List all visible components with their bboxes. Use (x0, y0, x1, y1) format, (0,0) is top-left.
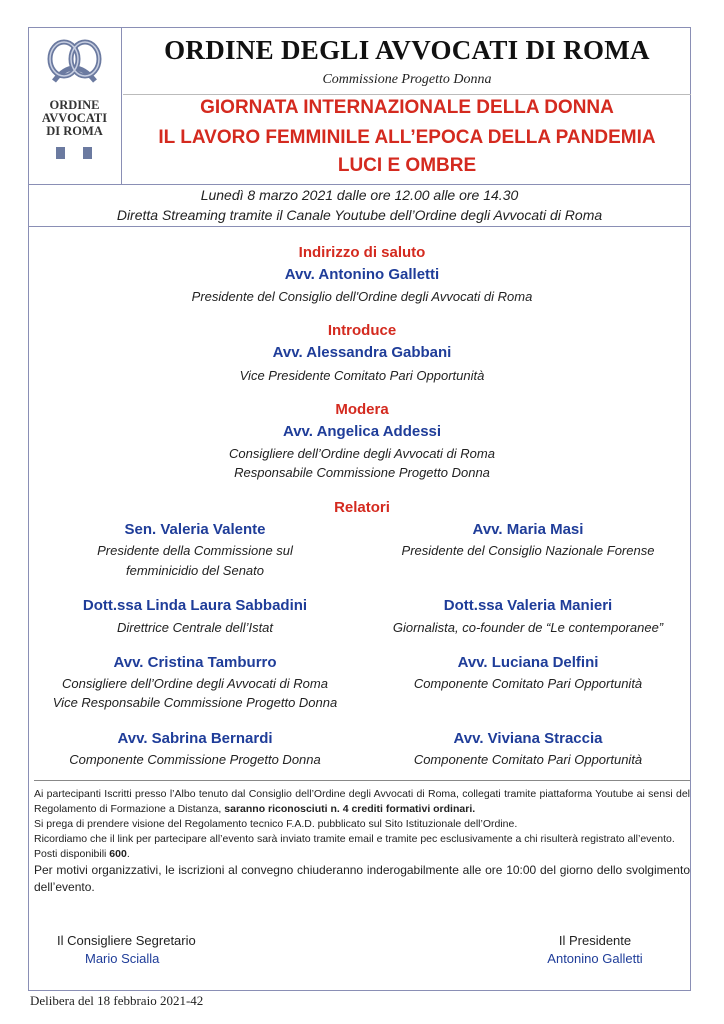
intro-label: Introduce (327, 322, 397, 339)
event-title-line-3: LUCI E OMBRE (337, 155, 477, 176)
speakers-label: Relatori (334, 499, 390, 516)
speaker-role-5b: Vice Responsabile Commissione Progetto Donna (52, 695, 338, 710)
event-date: Lunedì 8 marzo 2021 dalle ore 12.00 alle ore 14.30 (200, 187, 519, 203)
signature-left-title: Il Consigliere Segretario (57, 933, 196, 948)
credits-note-text: Ai partecipanti Iscritti presso l’Albo tenuto dal Consiglio dell’Ordine degli Avvocati di Roma, collegati tramite piattaforma Youtube ai sensi del Regolamento di Formazione a Distanza, (34, 788, 690, 815)
moderator-name: Avv. Angelica Addessi (282, 423, 442, 440)
credits-note-bold: saranno riconosciuti n. 4 crediti formativi ordinari. (224, 803, 476, 815)
speaker-name-6: Avv. Luciana Delfini (457, 654, 599, 671)
seats-count: 600 (109, 848, 127, 860)
speaker-role-7a: Componente Commissione Progetto Donna (69, 752, 321, 767)
moderator-role-2: Responsabile Commissione Progetto Donna (234, 465, 490, 480)
speaker-name-2: Avv. Maria Masi (472, 521, 584, 538)
speaker-name-5: Avv. Cristina Tamburro (113, 654, 277, 671)
greeting-role: Presidente del Consiglio dell'Ordine degli Avvocati di Roma (191, 289, 533, 304)
notes-divider (34, 780, 690, 781)
signature-right-name: Antonino Galletti (547, 951, 643, 966)
moderator-label: Modera (335, 401, 389, 418)
seats-note (34, 847, 690, 862)
commission-subtitle: Commissione Progetto Donna (322, 72, 492, 87)
regulation-note: Si prega di prendere visione del Regolamento tecnico F.A.D. pubblicato sul Sito Istituzionale dell’Ordine. (34, 818, 518, 830)
logo-line-3: DI ROMA (46, 124, 103, 138)
moderator-role-1: Consigliere dell’Ordine degli Avvocati di Roma (229, 446, 495, 461)
event-stream-info: Diretta Streaming tramite il Canale Youtube dell’Ordine degli Avvocati di Roma (116, 207, 603, 223)
speaker-name-4: Dott.ssa Valeria Manieri (443, 597, 613, 614)
speaker-role-3a: Direttrice Centrale dell’Istat (116, 620, 274, 635)
intro-role: Vice Presidente Comitato Pari Opportunità (239, 368, 485, 383)
speaker-role-5a: Consigliere dell’Ordine degli Avvocati di Roma (62, 676, 328, 691)
link-note: Ricordiamo che il link per partecipare all’evento sarà inviato tramite email e tramite pec esclusivamente a chi risulterà registrato all’evento. (34, 833, 675, 845)
greeting-label: Indirizzo di saluto (298, 244, 426, 261)
header-divider-lower (28, 184, 691, 185)
seats-note-text: Posti disponibili (34, 848, 110, 860)
speaker-role-1a: Presidente della Commissione sul (97, 543, 293, 558)
event-title-line-2: IL LAVORO FEMMINILE ALL’EPOCA DELLA PANDEMIA (158, 127, 656, 148)
speaker-role-8a: Componente Comitato Pari Opportunità (413, 752, 643, 767)
deliberation-footer: Delibera del 18 febbraio 2021-42 (30, 993, 204, 1008)
organization-title: ORDINE DEGLI AVVOCATI DI ROMA (164, 35, 650, 65)
event-title-line-1: GIORNATA INTERNAZIONALE DELLA DONNA (200, 97, 614, 118)
signature-right (530, 933, 660, 966)
speaker-name-3: Dott.ssa Linda Laura Sabbadini (82, 597, 308, 614)
seats-note-end: . (126, 848, 130, 860)
intro-name: Avv. Alessandra Gabbani (272, 344, 452, 361)
speaker-name-8: Avv. Viviana Straccia (453, 730, 603, 747)
logo-column (28, 27, 122, 184)
signature-right-title: Il Presidente (558, 933, 632, 948)
signature-left (57, 933, 196, 966)
speaker-name-7: Avv. Sabrina Bernardi (117, 730, 273, 747)
header-divider (123, 94, 691, 95)
knot-logo-icon (28, 35, 121, 95)
greeting-name: Avv. Antonino Galletti (284, 266, 440, 283)
speaker-name-1: Sen. Valeria Valente (124, 521, 266, 538)
credits-note (34, 787, 690, 817)
speaker-role-1b: femminicidio del Senato (125, 563, 265, 578)
signature-left-name: Mario Scialla (85, 951, 160, 966)
header (28, 27, 691, 227)
notes-section (34, 787, 690, 896)
speaker-role-6a: Componente Comitato Pari Opportunità (413, 676, 643, 691)
registration-note: Per motivi organizzativi, le iscrizioni al convegno chiuderanno inderogabilmente alle ore 10:00 del giorno dello svolgimento dell’evento. (34, 863, 690, 894)
fasces-icon (28, 145, 121, 163)
logo-line-2: AVVOCATI (41, 111, 108, 125)
speaker-role-2a: Presidente del Consiglio Nazionale Forense (401, 543, 655, 558)
logo-line-1: ORDINE (49, 98, 100, 112)
speaker-role-4a: Giornalista, co-founder de “Le contemporanee” (392, 620, 664, 635)
